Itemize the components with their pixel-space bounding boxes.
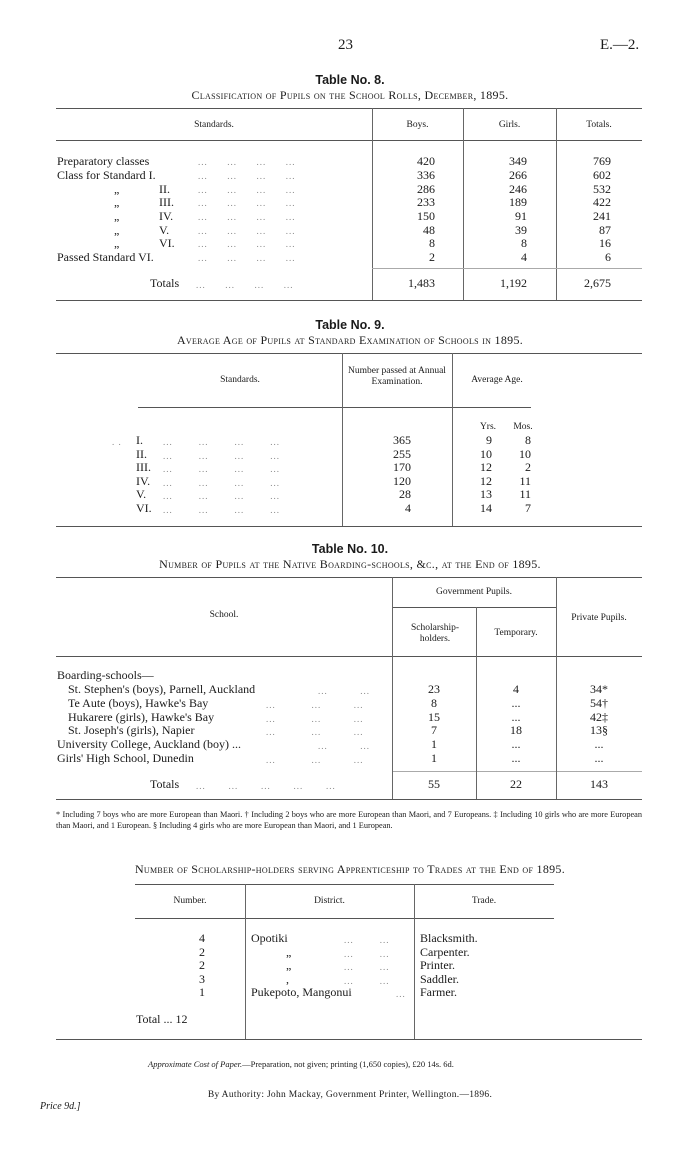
table11-number: 2 (199, 945, 205, 959)
table11-number: 4 (199, 931, 205, 945)
table10-row-label: St. Stephen's (boys), Parnell, Auckland (68, 682, 256, 696)
table11-district: „ (286, 945, 292, 959)
table10-private: ... (594, 737, 604, 751)
table8-total-girls: 1,192 (500, 276, 527, 290)
table11-subtitle: Number of Scholarship-holders serving Apprenticeship to Trades at the End of 1895. (134, 862, 566, 876)
table8-row-label: III. (159, 195, 174, 209)
cost-of-paper (148, 1059, 454, 1069)
page-number: 23 (338, 37, 353, 53)
table10-private: 34* (590, 682, 608, 696)
table10-temp: ... (511, 737, 521, 751)
table9-passed: 120 (393, 474, 411, 488)
table8-title: Table No. 8. (315, 73, 385, 87)
table11-trade: Saddler. (420, 972, 459, 986)
table9-yrs: 10 (480, 447, 492, 461)
table10-scholar: 7 (431, 723, 437, 737)
table10-row-label: Te Aute (boys), Hawke's Bay (68, 696, 209, 710)
table9-yrs: 14 (480, 501, 492, 515)
table8-girls: 91 (515, 209, 527, 223)
table8-boys: 336 (417, 168, 435, 182)
table11-trade: Printer. (420, 958, 455, 972)
table9-subheader-mos: Mos. (513, 422, 533, 432)
table8-totals: 6 (605, 250, 611, 264)
table8-boys: 420 (417, 154, 435, 168)
table10-scholar: 8 (431, 696, 437, 710)
table8-totals-label: Totals (150, 276, 180, 290)
table8-totals: 241 (593, 209, 611, 223)
table8-totals: 602 (593, 168, 611, 182)
price: Price 9d.] (40, 1101, 81, 1112)
table10-totals-label: Totals (150, 777, 180, 791)
cost-text: —Preparation, not given; printing (1,650 copies), £20 14s. 6d. (242, 1059, 454, 1069)
table8-header-boys: Boys. (406, 120, 429, 130)
table10-header-school: School. (209, 610, 239, 620)
table9-yrs: 9 (486, 433, 492, 447)
table10-header-temporary: Temporary. (494, 628, 538, 638)
table10-header-private: Private Pupils. (571, 613, 627, 623)
authority-line: By Authority: John Mackay, Government Printer, Wellington.—1896. (207, 1090, 493, 1100)
table9-header-passed: Number passed at Annual Examination. (348, 366, 446, 387)
table9-yrs: 12 (480, 474, 492, 488)
table10-footnotes: * Including 7 boys who are more European than Maori. † Including 2 boys who are more European than Maori, and 7 Europeans. ‡ Including 10 girls who are more European than Maori, and 1 European. § Including 4 girls who are more European than Maori, and 1 European. (56, 810, 642, 830)
table8-header-totals: Totals. (586, 120, 612, 130)
table8-totals: 16 (599, 236, 611, 250)
table11-trade: Carpenter. (420, 945, 470, 959)
table10-temp: 4 (513, 682, 519, 696)
table9-passed: 28 (399, 487, 411, 501)
table11-trade: Blacksmith. (420, 931, 478, 945)
table8-header-girls: Girls. (498, 120, 521, 130)
table11-header-number: Number. (173, 896, 207, 906)
table9-title: Table No. 9. (315, 318, 385, 332)
table8-row-label: V. (159, 223, 170, 237)
table11-number: 1 (199, 985, 205, 999)
ditto-mark: „ (114, 182, 120, 196)
table9-passed: 255 (393, 447, 411, 461)
table9-yrs: 13 (480, 487, 492, 501)
ditto-mark: „ (114, 209, 120, 223)
table10-scholar: 1 (431, 737, 437, 751)
ditto-mark: „ (114, 223, 120, 237)
table8-girls: 4 (521, 250, 527, 264)
table9-passed: 170 (393, 460, 411, 474)
table10-total-scholar: 55 (428, 777, 440, 791)
table10-private: 54† (590, 696, 608, 710)
cost-label: Approximate Cost of Paper. (148, 1059, 243, 1069)
table9-mos: 11 (519, 474, 531, 488)
table9-row-label: II. (136, 447, 147, 461)
table8-row-label: II. (159, 182, 170, 196)
ditto-mark: „ (114, 195, 120, 209)
table10-temp: ... (511, 710, 521, 724)
table8-girls: 246 (509, 182, 527, 196)
table9-row-label: VI. (136, 501, 152, 515)
table11-district: , (286, 972, 289, 986)
table8-totals: 87 (599, 223, 611, 237)
table9-passed: 365 (393, 433, 411, 447)
table8-totals: 422 (593, 195, 611, 209)
table10-row-label: St. Joseph's (girls), Napier (68, 723, 195, 737)
table11-number: 2 (199, 958, 205, 972)
table11-district: Pukepoto, Mangonui (251, 985, 352, 999)
table10-temp: ... (511, 696, 521, 710)
series-code: E.—2. (600, 37, 640, 53)
table11-trade: Farmer. (420, 985, 457, 999)
table11-district: Opotiki (251, 931, 288, 945)
table10-subtitle: Number of Pupils at the Native Boarding-schools, &c., at the End of 1895. (159, 557, 541, 571)
table8-totals: 769 (593, 154, 611, 168)
table10-total-private: 143 (590, 777, 608, 791)
table8-total-totals: 2,675 (584, 276, 611, 290)
table10-header-government: Government Pupils. (436, 587, 512, 597)
ditto-mark: „ (114, 236, 120, 250)
table9-row-label: I. (136, 433, 143, 447)
table8-row-label: Preparatory classes (57, 154, 150, 168)
table11-number: 3 (199, 972, 205, 986)
table10-scholar: 23 (428, 682, 440, 696)
table10-private: 42‡ (590, 710, 608, 724)
table10-private: ... (594, 751, 604, 765)
table10-total-temp: 22 (510, 777, 522, 791)
table8-row-label: VI. (159, 236, 175, 250)
table10-private: 13§ (590, 723, 608, 737)
table11-district: „ (286, 958, 292, 972)
table9-mos: 11 (519, 487, 531, 501)
table8-row-label: Class for Standard I. (57, 168, 156, 182)
table8-girls: 189 (509, 195, 527, 209)
table9-passed: 4 (405, 501, 411, 515)
table8-boys: 233 (417, 195, 435, 209)
table11-header-district: District. (314, 896, 345, 906)
table9-yrs: 12 (480, 460, 492, 474)
table8-girls: 8 (521, 236, 527, 250)
table8-totals: 532 (593, 182, 611, 196)
table8-subtitle: Classification of Pupils on the School Rolls, December, 1895. (191, 88, 509, 102)
table8-girls: 266 (509, 168, 527, 182)
table8-row-label: IV. (159, 209, 174, 223)
table8-header-standards: Standards. (194, 120, 234, 130)
table8-row-label: Passed Standard VI. (57, 250, 154, 264)
table9-row-label: IV. (136, 474, 151, 488)
table8-boys: 8 (429, 236, 435, 250)
table10-group-label: Boarding-schools— (57, 668, 154, 682)
table8-boys: 150 (417, 209, 435, 223)
table9-mos: 8 (525, 433, 531, 447)
table11-header-trade: Trade. (471, 896, 497, 906)
table8-boys: 286 (417, 182, 435, 196)
table10-row-label: Hukarere (girls), Hawke's Bay (68, 710, 215, 724)
table10-title: Table No. 10. (311, 542, 389, 556)
table8-girls: 39 (515, 223, 527, 237)
table9-header-standards: Standards. (220, 375, 260, 385)
table10-temp: ... (511, 751, 521, 765)
table10-scholar: 15 (428, 710, 440, 724)
table10-row-label: University College, Auckland (boy) ... (57, 737, 241, 751)
table10-scholar: 1 (431, 751, 437, 765)
table9-row-label: III. (136, 460, 151, 474)
table10-row-label: Girls' High School, Dunedin (57, 751, 194, 765)
table8-total-boys: 1,483 (408, 276, 435, 290)
table9-header-average-age: Average Age. (471, 375, 523, 385)
table9-row-label: V. (136, 487, 147, 501)
table9-mos: 2 (525, 460, 531, 474)
table8-boys: 48 (423, 223, 435, 237)
table8-boys: 2 (429, 250, 435, 264)
table10-header-scholarship: Scholarship-holders. (410, 623, 460, 644)
table10-temp: 18 (510, 723, 522, 737)
table9-subtitle: Average Age of Pupils at Standard Examination of Schools in 1895. (176, 333, 524, 347)
table9-mos: 10 (519, 447, 531, 461)
table9-mos: 7 (525, 501, 531, 515)
table8-girls: 349 (509, 154, 527, 168)
table11-total: Total ... 12 (136, 1012, 188, 1026)
table9-subheader-yrs: Yrs. (479, 422, 497, 432)
